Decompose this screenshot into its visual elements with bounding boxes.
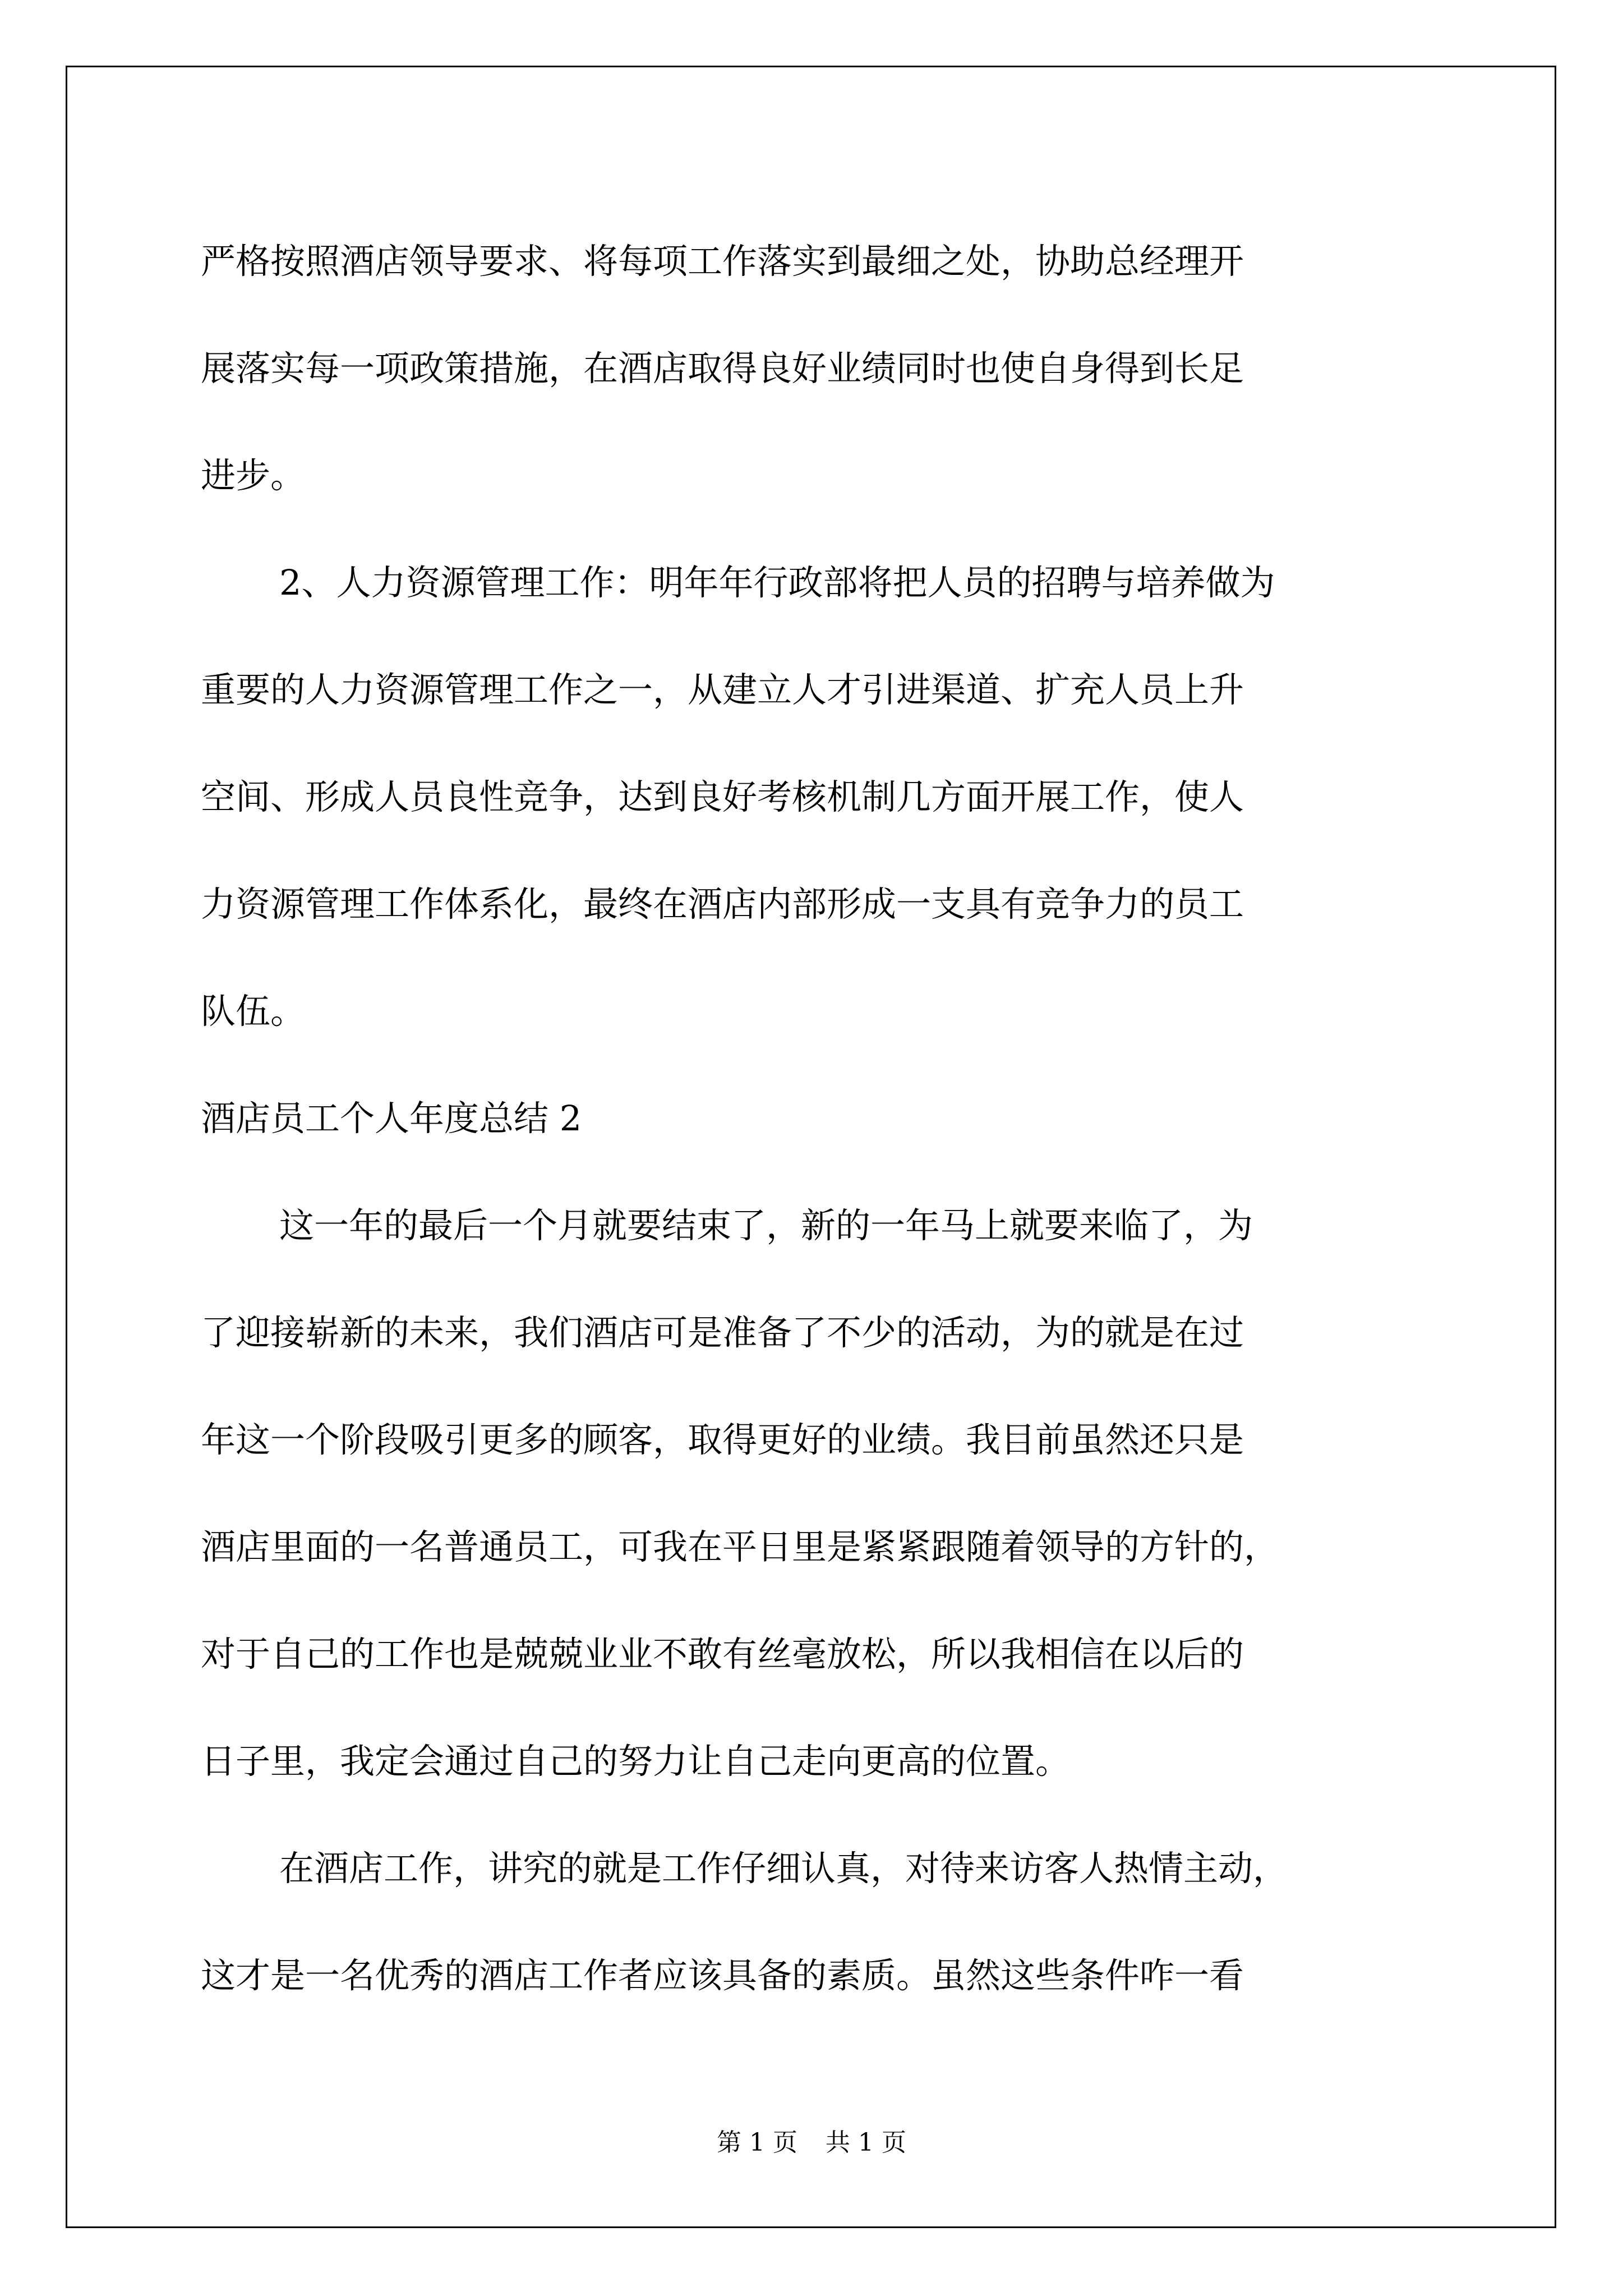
text-line: 严格按照酒店领导要求、将每项工作落实到最细之处，协助总经理开 bbox=[201, 241, 1244, 282]
section-heading: 酒店员工个人年度总结 2 bbox=[201, 1098, 582, 1139]
text-line: 了迎接崭新的未来，我们酒店可是准备了不少的活动，为的就是在过 bbox=[201, 1312, 1244, 1353]
page-footer bbox=[0, 2126, 1623, 2160]
text-line: 2、人力资源管理工作：明年年行政部将把人员的招聘与培养做为 bbox=[279, 562, 1275, 603]
text-line: 重要的人力资源管理工作之一，从建立人才引进渠道、扩充人员上升 bbox=[201, 669, 1244, 710]
text-line: 这才是一名优秀的酒店工作者应该具备的素质。虽然这些条件咋一看 bbox=[201, 1955, 1244, 1996]
text-line: 对于自己的工作也是兢兢业业不敢有丝毫放松，所以我相信在以后的 bbox=[201, 1634, 1244, 1674]
text-line: 年这一个阶段吸引更多的顾客，取得更好的业绩。我目前虽然还只是 bbox=[201, 1419, 1244, 1460]
text-line: 酒店里面的一名普通员工，可我在平日里是紧紧跟随着领导的方针的， bbox=[201, 1526, 1279, 1567]
text-line: 这一年的最后一个月就要结束了，新的一年马上就要来临了，为 bbox=[279, 1205, 1253, 1246]
text-line: 在酒店工作，讲究的就是工作仔细认真，对待来访客人热情主动， bbox=[279, 1848, 1288, 1889]
document-body bbox=[201, 208, 1435, 2029]
page-number: 第 1 页 bbox=[717, 2128, 797, 2157]
text-line: 进步。 bbox=[201, 455, 306, 496]
text-line: 展落实每一项政策措施，在酒店取得良好业绩同时也使自身得到长足 bbox=[201, 348, 1244, 389]
text-line: 队伍。 bbox=[201, 991, 306, 1032]
page-total: 共 1 页 bbox=[826, 2128, 906, 2157]
text-line: 日子里，我定会通过自己的努力让自己走向更高的位置。 bbox=[201, 1741, 1071, 1782]
text-line: 力资源管理工作体系化，最终在酒店内部形成一支具有竞争力的员工 bbox=[201, 884, 1244, 924]
text-line: 空间、形成人员良性竞争，达到良好考核机制几方面开展工作，使人 bbox=[201, 776, 1244, 817]
